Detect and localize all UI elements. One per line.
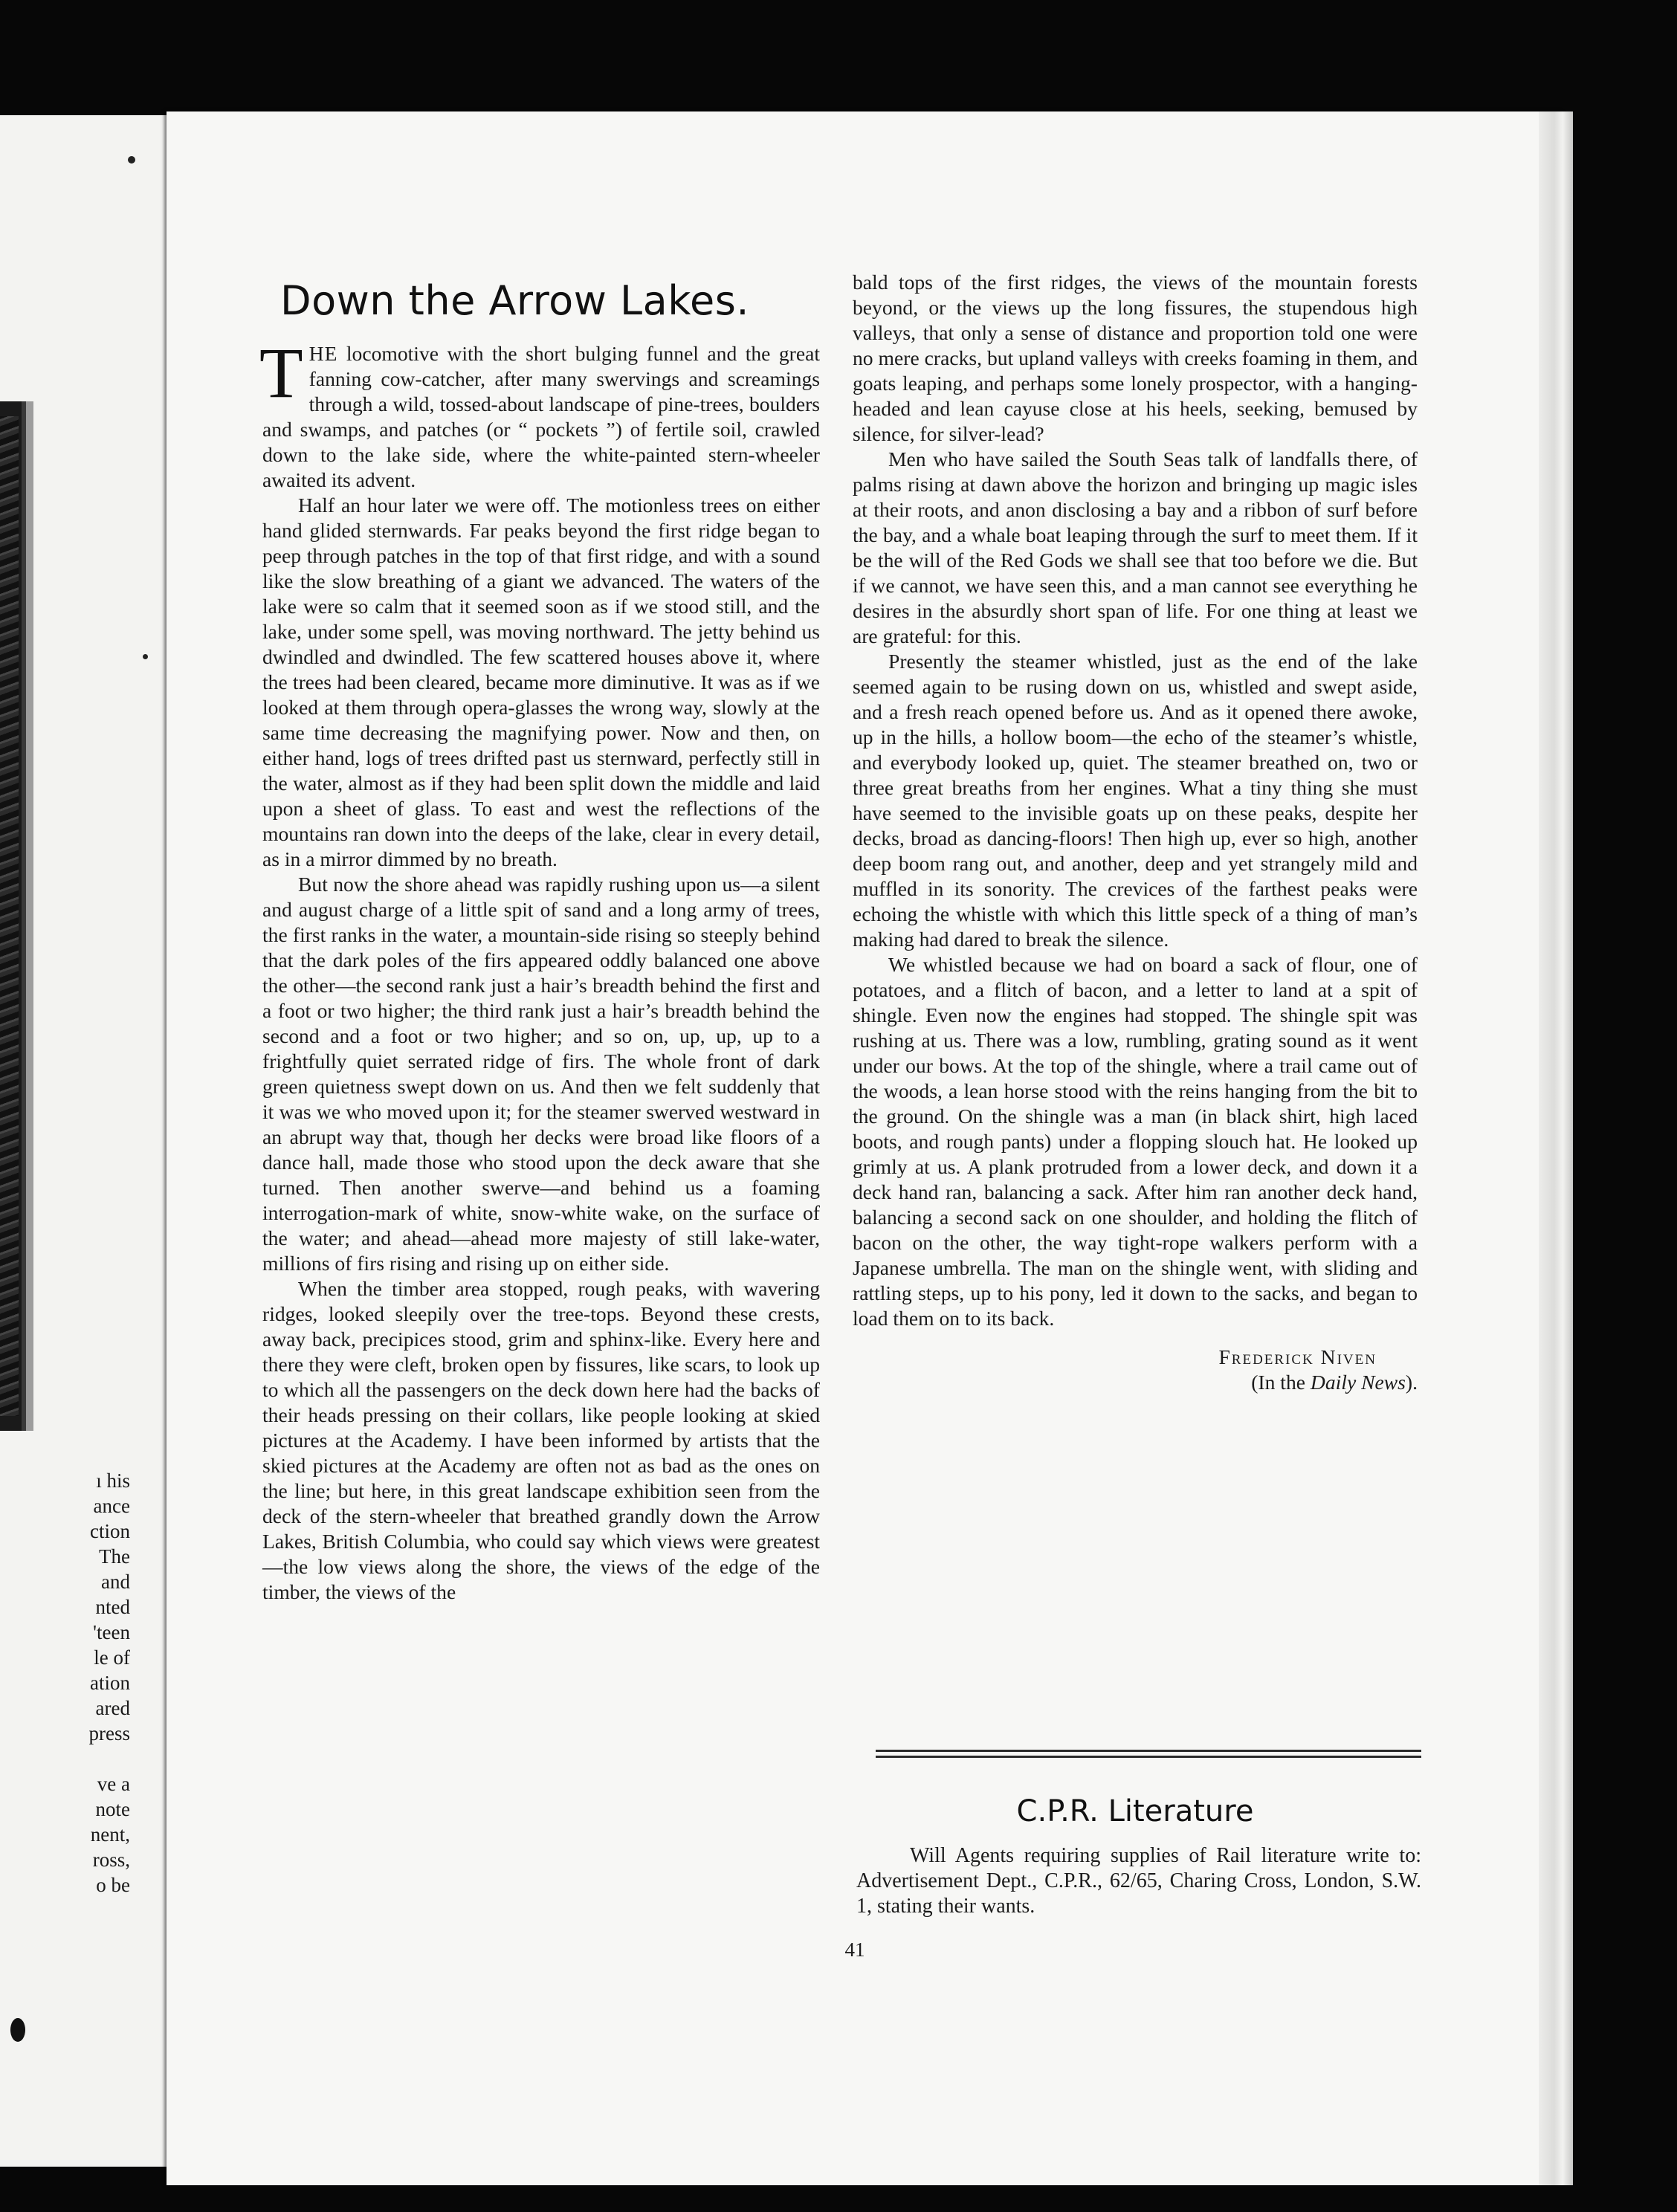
source-credit (853, 1370, 1418, 1395)
facing-page-fragment: le of (94, 1646, 130, 1669)
source-prefix: (In the (1251, 1371, 1311, 1394)
facing-page-text-fragments (0, 1468, 130, 1898)
source-suffix: ). (1405, 1371, 1418, 1394)
facing-page-fragment: ance (93, 1495, 130, 1517)
facing-page-fragment: and (101, 1571, 130, 1593)
facing-page-fragment: ation (90, 1672, 130, 1694)
page-number: 41 (844, 1938, 865, 1961)
ink-blot (10, 2018, 25, 2042)
divider-rule (876, 1750, 1421, 1752)
notice-body: Will Agents requiring supplies of Rail literature write to: Advertisement Dept., C.P.R., 62/65, Charing Cross, London, S.W. 1, stating their wants. (856, 1844, 1421, 1918)
article-title: Down the Arrow Lakes. (280, 277, 750, 324)
article-paragraph: Men who have sailed the South Seas talk of landfalls there, of palms rising at dawn above the horizon and bringing up magic isles at their roots, and anon disclosing a bay and a ribbon of surf before the bay, and a whale boat leaping through the surf to meet them. If it be the will of the Red Gods we shall see that too before we die. But if we cannot, we have seen this, and a man cannot see everything he desires in the absurdly short span of life. For one thing at least we are grateful: for this. (853, 447, 1418, 647)
facing-page-fragment: ared (95, 1697, 130, 1719)
article-column-right (853, 270, 1418, 1395)
facing-page-fragment: press (88, 1722, 130, 1744)
facing-page-fragment: ross, (92, 1849, 130, 1871)
notice-title: C.P.R. Literature (1016, 1794, 1254, 1828)
staple-mark (128, 156, 135, 164)
divider-rule (876, 1756, 1421, 1758)
article-paragraph: Half an hour later we were off. The motionless trees on either hand glided sternwards. Far peaks beyond the first ridge began to peep through patches in the top of that first ridge, and with a sound like the slow breathing of a giant we advanced. The waters of the lake were so calm that it seemed soon as if we stood still, and the lake, under some spell, was moving northward. The jetty behind us dwindled and dwindled. The few scattered houses above it, where the trees had been cleared, became more diminutive. It was as if we looked at them through opera-glasses the wrong way, slowly at the same time decreasing the magnifying power. Now and then, on either hand, logs of trees drifted past us sternward, perfectly still in the water, almost as if they had been split down the middle and laid upon a sheet of glass. To east and west the reflections of the mountains ran down into the deeps of the lake, clear in every detail, as in a mirror dimmed by no breath. (262, 494, 820, 870)
page-edge (1539, 111, 1573, 2185)
facing-page-fragment: ı his (96, 1469, 130, 1492)
source-publication: Daily News (1310, 1371, 1406, 1394)
facing-page-fragment: note (95, 1798, 130, 1820)
article-column-left (259, 277, 820, 1605)
author-name: Frederick Niven (1218, 1345, 1377, 1368)
article-paragraph: But now the shore ahead was rapidly rushing upon us—a silent and august charge of a little spit of sand and a long army of trees, the first ranks in the water, a mountain-side rising so steeply behind that the dark poles of the firs appeared oddly balanced one above the other—the second rank just a hair’s breadth behind the first and a foot or two higher; the third rank just a hair’s breadth behind the second and a foot or two higher; and so on, up, up, up to a frightfully quiet serrated ridge of firs. The whole front of dark green quietness swept down on us. And then we felt suddenly that it was we who moved upon it; for the steamer swerved westward in an abrupt way that, though her decks were broad like floors of a dance hall, made those who stood upon the deck aware that she turned. Then another swerve—and behind us a foaming interrogation-mark of white, snow-white wake, on the surface of the water; and ahead—ahead more majesty of still lake-water, millions of firs rising and rising up on either side. (262, 873, 820, 1275)
article-paragraph (259, 333, 820, 493)
article-paragraph: We whistled because we had on board a sack of flour, one of potatoes, and a flitch of bacon, and a letter to land at a spit of shingle. Even now the engines had stopped. The shingle spit was rushing at us. There was a low, rumbling, grating sound as it went under our bows. At the top of the shingle, where a trail came out of the woods, a lean horse stood with the reins hanging from the bit to the ground. On the shingle was a man (in black shirt, high laced boots, and rough pants) under a flopping slouch hat. He looked up grimly at us. A plank protruded from a lower deck, and down it a deck hand ran, balancing a sack. After him ran another deck hand, balancing a second sack on one shoulder, and holding the flitch of bacon on the other, the way tight-rope walkers perform with a Japanese umbrella. The man on the shingle went, with sliding and rattling steps, up to his pony, led it down to the sacks, and began to load them on to its back. (853, 953, 1418, 1330)
facing-page-photo-edge (0, 401, 33, 1431)
facing-page-fragment: nent, (90, 1823, 130, 1846)
staple-mark (143, 654, 148, 659)
facing-page-fragment: 'teen (93, 1621, 130, 1643)
facing-page-fragment: ction (90, 1520, 130, 1542)
facing-page-fragment: o be (96, 1874, 130, 1896)
article-paragraph: Presently the steamer whistled, just as the end of the lake seemed again to be rusing down on us, whistled and swept aside, and a fresh reach opened before us. And as it opened there awoke, up in the hills, a hollow boom—the echo of the steamer’s whistle, and everybody looked up, quiet. The steamer breathed on, two or three great breaths from her engines. What a tiny thing she must have seemed to the invisible goats up on these peaks, despite her decks, broad as dancing-floors! Then high up, ever so high, another deep boom rang out, and another, deep and yet strangely mild and muffled in its sonority. The crevices of the farthest peaks were echoing the whistle with which this little speck of a thing of man’s making had dared to break the silence. (853, 650, 1418, 951)
byline (853, 1345, 1418, 1395)
facing-page-fragment: ve a (97, 1773, 130, 1795)
article-paragraph: When the timber area stopped, rough peaks, with wavering ridges, looked sleepily over the tree-tops. Beyond these crests, away back, precipices stood, grim and sphinx-like. Every here and there they were cleft, broken open by fissures, like scars, to look up to which all the passengers on the deck down here had the backs of their heads pressing on their collars, like people looking at skied pictures at the Academy. I have been informed by artists that the skied pictures at the Academy are often not as bad as the ones on the line; but here, in this great landscape exhibition seen from the deck of the stern-wheeler that breathed grandly down the Arrow Lakes, British Columbia, who could say which views were greatest—the low views along the shore, the views of the edge of the timber, the views of the (262, 1277, 820, 1603)
article-paragraph: bald tops of the first ridges, the views of the mountain forests beyond, or the views up the long fissures, the stupendous high valleys, that only a sense of distance and proportion told one were no mere cracks, but upland valleys with creeks foaming in them, and goats leaping, and perhaps some lonely prospector, with a hanging-headed and lean cayuse close at his heels, seeking, bemused by silence, for silver-lead? (853, 271, 1418, 445)
opening-word-rest: HE (308, 342, 338, 365)
facing-page-fragment: The (99, 1545, 130, 1568)
facing-page-fragment: nted (95, 1596, 130, 1618)
paragraph-text: locomotive with the short bulging funnel and the great fanning cow-catcher, after many swervings and screamings through a wild, tossed-about landscape of pine-trees, boulders and swamps, and patches (or “ pockets ”) of fertile soil, crawled down to the lake side, where the white-painted stern-wheeler awaited its advent. (262, 342, 820, 491)
facing-page (0, 115, 169, 2167)
drop-cap: T (259, 333, 303, 413)
